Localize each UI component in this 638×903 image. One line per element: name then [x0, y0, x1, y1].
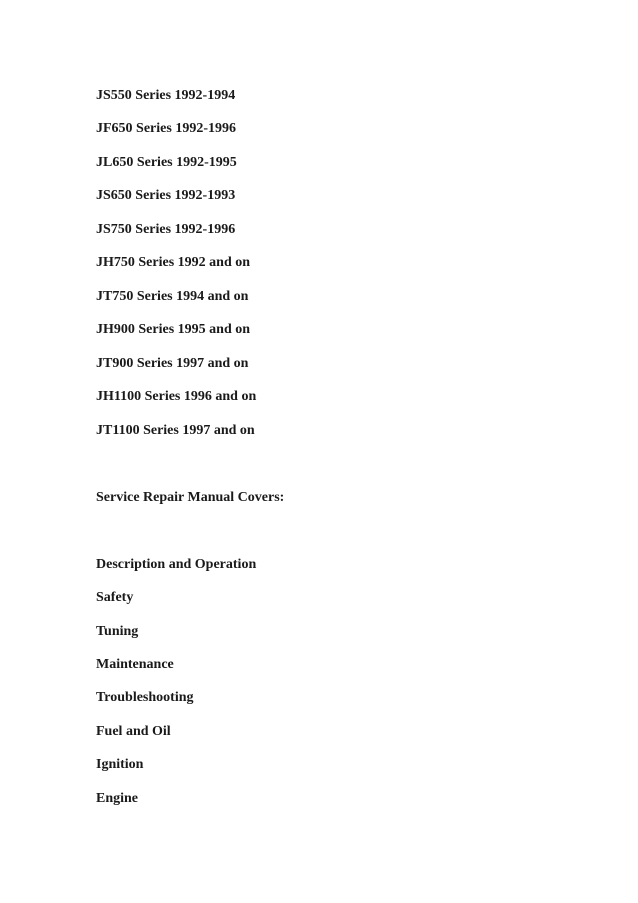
topic-line: Engine: [96, 791, 139, 806]
model-line: JF650 Series 1992-1996: [96, 121, 236, 136]
model-line: JS650 Series 1992-1993: [96, 188, 236, 203]
model-line: JT900 Series 1997 and on: [96, 356, 249, 371]
topic-line: Tuning: [96, 624, 139, 639]
model-line: JH1100 Series 1996 and on: [96, 389, 257, 404]
topic-line: Troubleshooting: [96, 690, 194, 705]
topic-line: Ignition: [96, 757, 144, 772]
topic-line: Fuel and Oil: [96, 724, 171, 739]
model-line: JT750 Series 1994 and on: [96, 289, 249, 304]
topic-line: Safety: [96, 590, 134, 605]
topic-line: Maintenance: [96, 657, 174, 672]
model-line: JH750 Series 1992 and on: [96, 255, 251, 270]
model-line: JS550 Series 1992-1994: [96, 88, 236, 103]
model-line: JS750 Series 1992-1996: [96, 222, 236, 237]
topic-line: Description and Operation: [96, 557, 257, 572]
covers-heading: Service Repair Manual Covers:: [96, 490, 285, 505]
model-line: JT1100 Series 1997 and on: [96, 423, 255, 438]
model-line: JL650 Series 1992-1995: [96, 155, 237, 170]
model-line: JH900 Series 1995 and on: [96, 322, 251, 337]
